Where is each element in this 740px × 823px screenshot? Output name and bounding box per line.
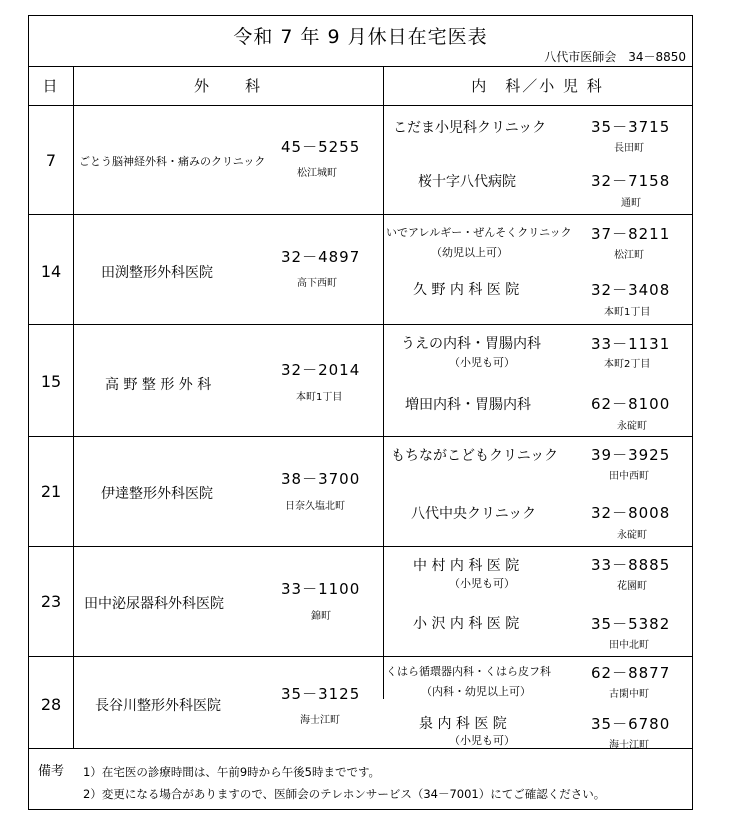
note-line: 2）変更になる場合がありますので、医師会のテレホンサービス（34－7001）にてご確認ください。: [83, 787, 606, 801]
internal-clinic-name: 泉 内 科 医 院: [419, 716, 507, 732]
internal-address: 田中西町: [609, 471, 649, 482]
surgery-phone: 45－5255: [281, 138, 361, 156]
surgery-address: 海士江町: [300, 715, 340, 726]
internal-phone: 37－8211: [591, 225, 671, 243]
internal-clinic-name: 増田内科・胃腸内科: [405, 397, 531, 413]
internal-phone: 32－8008: [591, 504, 671, 522]
surgery-clinic-name: 田渕整形外科医院: [101, 265, 213, 281]
internal-clinic-name: 小 沢 内 科 医 院: [413, 616, 520, 632]
title-area: [29, 16, 692, 67]
surgery-phone: 33－1100: [281, 580, 361, 598]
surgery-clinic-name: 伊達整形外科医院: [101, 486, 213, 502]
page-title: 令和 7 年 9 月休日在宅医表: [233, 26, 488, 48]
surgery-phone: 35－3125: [281, 685, 361, 703]
note-line: 1）在宅医の診療時間は、午前9時から午後5時までです。: [83, 765, 381, 779]
day-cell: 21: [40, 482, 62, 501]
table-row: [29, 657, 692, 749]
internal-clinic-note: （小児も可）: [449, 734, 515, 747]
day-cell: 7: [45, 151, 57, 170]
internal-phone: 35－3715: [591, 118, 671, 136]
internal-phone: 35－5382: [591, 615, 671, 633]
internal-phone: 33－8885: [591, 556, 671, 574]
day-cell: 28: [40, 695, 62, 714]
internal-address: 通町: [621, 198, 641, 209]
surgery-address: 本町1丁目: [296, 392, 343, 403]
internal-address: 長田町: [614, 143, 644, 154]
surgery-address: 松江城町: [297, 168, 337, 179]
internal-clinic-name: 中 村 内 科 医 院: [413, 558, 520, 574]
organization-contact: 八代市医師会 34－8850: [544, 50, 686, 64]
header-surgery: 外 科: [73, 66, 383, 106]
internal-address: 永碇町: [617, 530, 647, 541]
surgery-phone: 38－3700: [281, 470, 361, 488]
surgery-clinic-name: 長谷川整形外科医院: [95, 698, 221, 714]
internal-phone: 39－3925: [591, 446, 671, 464]
internal-address: 本町2丁目: [604, 359, 651, 370]
internal-clinic-name: もちながこどもクリニック: [391, 448, 559, 464]
internal-address: 海士江町: [609, 740, 649, 751]
surgery-clinic-name: 田中泌尿器科外科医院: [84, 596, 224, 612]
internal-clinic-note: （小児も可）: [449, 577, 515, 590]
schedule-table: [28, 15, 693, 810]
internal-clinic-name: 桜十字八代病院: [418, 174, 516, 190]
internal-address: 花園町: [617, 581, 647, 592]
internal-clinic-name: 久 野 内 科 医 院: [413, 282, 520, 298]
table-row: [29, 437, 692, 547]
table-row: [29, 106, 692, 215]
surgery-address: 日奈久塩北町: [285, 501, 345, 512]
header-internal: 内 科／小 児 科: [383, 66, 692, 106]
internal-clinic-note: （小児も可）: [449, 356, 515, 369]
table-row: [29, 215, 692, 325]
header-day: 日: [29, 66, 73, 106]
internal-clinic-name: こだま小児科クリニック: [393, 120, 547, 136]
surgery-phone: 32－2014: [281, 361, 361, 379]
internal-phone: 32－7158: [591, 172, 671, 190]
internal-phone: 62－8100: [591, 395, 671, 413]
internal-address: 古閑中町: [609, 689, 649, 700]
notes-label: 備考: [37, 764, 64, 779]
day-cell: 14: [40, 262, 62, 281]
internal-clinic-note: （幼児以上可）: [431, 246, 508, 259]
surgery-address: 高下西町: [297, 278, 337, 289]
internal-phone: 35－6780: [591, 715, 671, 733]
internal-address: 本町1丁目: [604, 307, 651, 318]
table-row: [29, 325, 692, 437]
internal-address: 永碇町: [617, 421, 647, 432]
internal-clinic-name: うえの内科・胃腸内科: [401, 336, 541, 352]
internal-clinic-name: 八代中央クリニック: [411, 506, 537, 522]
surgery-address: 錦町: [311, 611, 331, 622]
internal-address: 田中北町: [609, 640, 649, 651]
day-cell: 23: [40, 592, 62, 611]
internal-phone: 33－1131: [591, 335, 671, 353]
surgery-phone: 32－4897: [281, 248, 361, 266]
internal-phone: 32－3408: [591, 281, 671, 299]
surgery-clinic-name: ごとう脳神経外科・痛みのクリニック: [79, 155, 266, 168]
internal-clinic-name: くはら循環器内科・くはら皮フ科: [386, 665, 551, 678]
table-row: [29, 547, 692, 657]
day-cell: 15: [40, 372, 62, 391]
internal-clinic-name: いでアレルギー・ぜんそくクリニック: [386, 226, 572, 239]
internal-phone: 62－8877: [591, 664, 671, 682]
internal-address: 松江町: [614, 250, 644, 261]
surgery-clinic-name: 高 野 整 形 外 科: [105, 377, 212, 393]
internal-clinic-note: （内科・幼児以上可）: [421, 685, 531, 698]
